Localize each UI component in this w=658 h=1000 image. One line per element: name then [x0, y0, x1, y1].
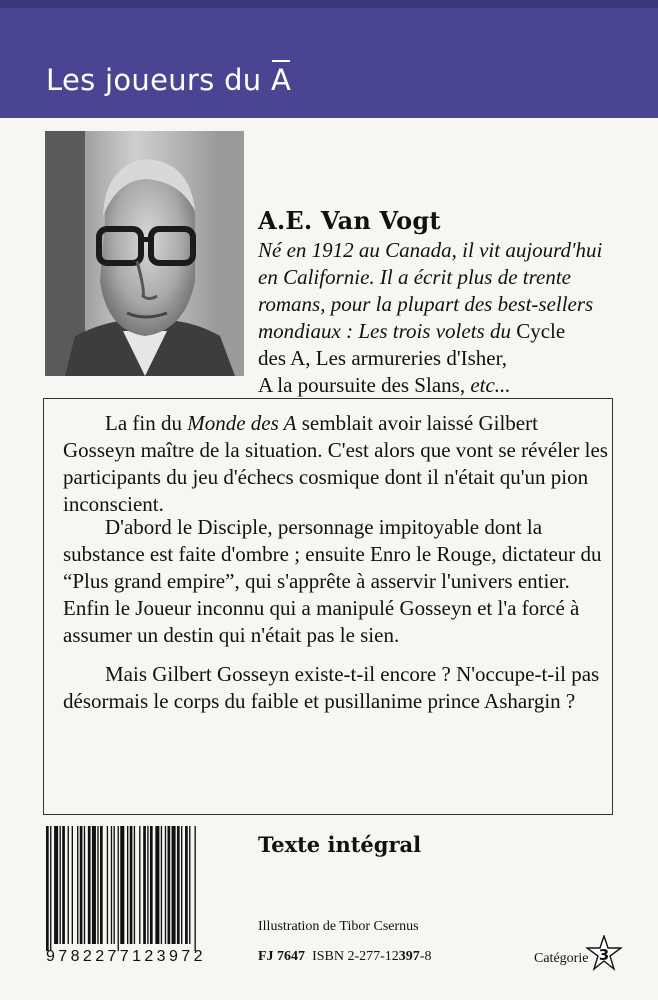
barcode-bar — [155, 826, 159, 944]
isbn-bold: 397 — [398, 949, 420, 964]
barcode-bar — [92, 826, 96, 944]
barcode-bar — [165, 826, 166, 944]
barcode-bar — [143, 826, 146, 944]
bio-line: Né en 1912 au Canada, il vit aujourd'hui — [258, 238, 603, 262]
barcode-bar — [111, 826, 112, 944]
header-band-shade — [0, 0, 658, 8]
header-band — [0, 0, 658, 118]
bio-text: mondiaux : Les trois volets du — [258, 319, 511, 343]
barcode-bar — [195, 826, 196, 951]
barcode-bar — [161, 826, 162, 944]
barcode-bar — [72, 826, 73, 944]
barcode-bar — [84, 826, 85, 944]
author-portrait-image — [45, 131, 244, 376]
barcode-bar — [120, 826, 124, 944]
barcode-image — [44, 826, 240, 951]
barcode-bar — [54, 826, 58, 944]
barcode-bar — [147, 826, 148, 944]
author-name: A.E. Van Vogt — [258, 206, 441, 235]
blurb-text: D'abord le Disciple, personnage impitoyable dont la substance est faite d'ombre ; ensuite Enro le Rouge, dictateur du “Plus grand empire”, qui s'apprête à asservir l'univers entier. Enfin le Joueur inconnu qui a manipulé Gosseyn et l'a forcé à assumer un destin qui n'était pas le sien. — [63, 515, 602, 647]
barcode-bar — [107, 826, 108, 944]
blurb-paragraph-3 — [63, 661, 608, 715]
bio-line — [258, 318, 628, 345]
blurb-paragraph-2 — [63, 514, 608, 649]
barcode-bar — [118, 826, 119, 951]
bio-line: romans, pour la plupart des best-sellers — [258, 292, 594, 316]
blurb-text: Mais Gilbert Gosseyn existe-t-il encore ? N'occupe-t-il pas désormais le corps du faible et pusillanime prince Ashargin ? — [63, 662, 600, 713]
barcode-bar — [130, 826, 133, 944]
barcode-bar — [50, 826, 51, 951]
barcode-bar — [114, 826, 115, 944]
barcode-bar — [127, 826, 128, 944]
barcode-bar — [181, 826, 182, 944]
barcode-bar — [62, 826, 65, 944]
bio-line: en Californie. Il a écrit plus de trente — [258, 265, 572, 289]
barcode-bar — [177, 826, 180, 944]
barcode-bar — [100, 826, 103, 944]
barcode-bar — [168, 826, 171, 944]
category-number: 3 — [598, 946, 610, 964]
barcode-bar — [68, 826, 69, 944]
bio-line — [258, 372, 628, 399]
isbn-suffix: -8 — [419, 949, 432, 964]
bio-text: etc... — [470, 373, 511, 397]
fj-code: FJ 7647 — [258, 949, 306, 964]
blurb-paragraph-1 — [63, 410, 608, 518]
barcode-bar — [46, 826, 49, 951]
author-photo — [45, 131, 244, 376]
author-bio — [258, 237, 628, 399]
category-star-icon — [586, 935, 622, 971]
barcode-bar — [97, 826, 98, 944]
catalog-codes — [258, 949, 431, 965]
blurb-italic-title: Monde des A — [187, 411, 297, 435]
barcode-bar — [172, 826, 176, 944]
series-title-text: Les joueurs du — [46, 63, 271, 97]
illustration-credit: Illustration de Tibor Csernus — [258, 919, 419, 934]
blurb-text: La fin du — [105, 411, 188, 435]
blurb-text: semblait avoir laissé Gilbert Gosseyn maître de la situation. C'est alors que vont se révéler les participants du jeu d'échecs cosmique dont il n'était qu'un pion inconscient. — [63, 411, 608, 516]
bio-line: des A, Les armureries d'Isher, — [258, 346, 508, 370]
barcode-bar — [189, 826, 190, 944]
barcode-bar — [80, 826, 83, 944]
bio-text-upright: Cycle — [510, 319, 566, 343]
barcode-bar — [77, 826, 78, 944]
series-title — [46, 63, 291, 97]
barcode-bar — [60, 826, 61, 944]
series-title-symbol: A — [270, 63, 292, 97]
bio-text-upright: A la poursuite des Slans, — [258, 373, 471, 397]
barcode-bar — [150, 826, 153, 944]
barcode-bar — [185, 826, 188, 944]
barcode-bar — [139, 826, 140, 944]
barcode-bar — [88, 826, 91, 944]
categorie-label: Catégorie — [534, 951, 589, 966]
isbn-prefix: ISBN 2-277-12 — [312, 949, 399, 964]
texte-integral-label: Texte intégral — [258, 832, 422, 857]
barcode-digits: 9782277123972 — [46, 948, 206, 965]
barcode-bar — [134, 826, 135, 944]
